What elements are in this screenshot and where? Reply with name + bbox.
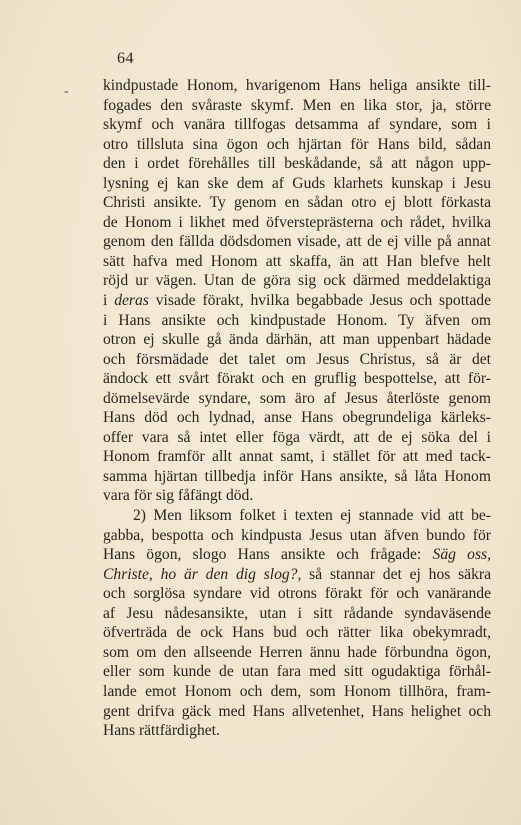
text-line: lysning ej kan ske dem af Guds klarhets kunskap i Jesu (103, 174, 491, 192)
text-line: genom den fällda dödsdomen visade, att de ej ville på annat (103, 233, 491, 251)
text-line: de Honom i likhet med öfversteprästerna och rådet, hvilka (103, 213, 491, 231)
text-line (103, 291, 491, 311)
text-line: och försmädade det talet om Jesus Christus, så är det (103, 350, 491, 368)
text-line: ändock ett svårt förakt och en gruflig bespottelse, att för- (103, 370, 491, 388)
text-line: gabba, bespotta och kindpusta Jesus utan äfven bundo för (103, 526, 491, 544)
italic-text: deras (114, 292, 149, 310)
text-line: som om den allseende Herren ännu hade förbundna ögon, (103, 643, 491, 661)
text-line: skymf och vanära tillfogas detsamma af syndare, som i (103, 116, 491, 134)
text-segment: visade förakt, hvilka begabbade Jesus och spottade (148, 292, 492, 310)
text-line: sätt hafva med Honom att skaffa, än att Han blefve helt (103, 252, 491, 270)
text-line: gent drifva gäck med Hans allvetenhet, Hans helighet och (103, 702, 491, 720)
text-line: och sorglösa syndare vid otrons förakt för och vanärande (103, 585, 491, 603)
text-line: Hans död och lydnad, anse Hans obegrundeliga kärleks- (103, 409, 491, 427)
text-line: dömelsevärde syndare, som äro af Jesus återlöste genom (103, 389, 491, 407)
text-line: otro tillsluta sina ögon och hjärtan för Hans bild, sådan (103, 135, 491, 153)
text-line: offer vara så intet eller föga värdt, att de ej söka del i (103, 428, 491, 446)
text-line: Honom framför allt annat samt, i stället för att med tack- (103, 448, 491, 466)
text-segment: i (103, 292, 115, 310)
text-line: 2) Men liksom folket i texten ej stannade vid att be- (133, 507, 491, 525)
text-line: Christi ansikte. Ty genom en sådan otro ej blott förkasta (103, 194, 491, 212)
text-segment: så stannar det ej hos säkra (301, 565, 492, 583)
text-line: samma hjärtan tillbedja inför Hans ansikte, så låta Honom (103, 467, 491, 485)
italic-text: Christe, ho är den dig slog?, (103, 565, 302, 583)
text-line: kindpustade Honom, hvarigenom Hans heliga ansikte till- (103, 77, 491, 94)
text-line: öfverträda de ock Hans bud och rätter lika obekymradt, (103, 624, 491, 642)
text-line (103, 565, 491, 585)
text-line: fogades den svåraste skymf. Men en lika stor, ja, större (103, 96, 491, 114)
page-number: 64 (117, 50, 134, 67)
text-segment: Hans ögon, slogo Hans ansikte och frågade: (103, 546, 433, 564)
text-line: otron ej skulle gå ända därhän, att man uppenbart hädade (103, 331, 491, 349)
text-line (103, 545, 491, 565)
text-line: vara för sig fåfängt död. (103, 487, 254, 505)
text-line: Hans rättfärdighet. (103, 722, 220, 740)
italic-text: Säg oss, (432, 546, 491, 564)
text-line: af Jesu nådesansikte, utan i sitt rådande syndaväsende (103, 604, 491, 622)
body-text (103, 76, 491, 741)
text-line: röjd ur vägen. Utan de göra sig ock därmed meddelaktiga (103, 272, 491, 290)
margin-mark: - (64, 84, 69, 99)
text-line: den i ordet förehålles till beskådande, så att någon upp- (103, 155, 491, 173)
text-line: eller som kunde de utan fara med sitt ogudaktiga förhål- (103, 663, 491, 681)
text-line: i Hans ansikte och kindpustade Honom. Ty äfven om (103, 311, 491, 329)
text-line: lande emot Honom och dem, som Honom tillhöra, fram- (103, 682, 491, 700)
